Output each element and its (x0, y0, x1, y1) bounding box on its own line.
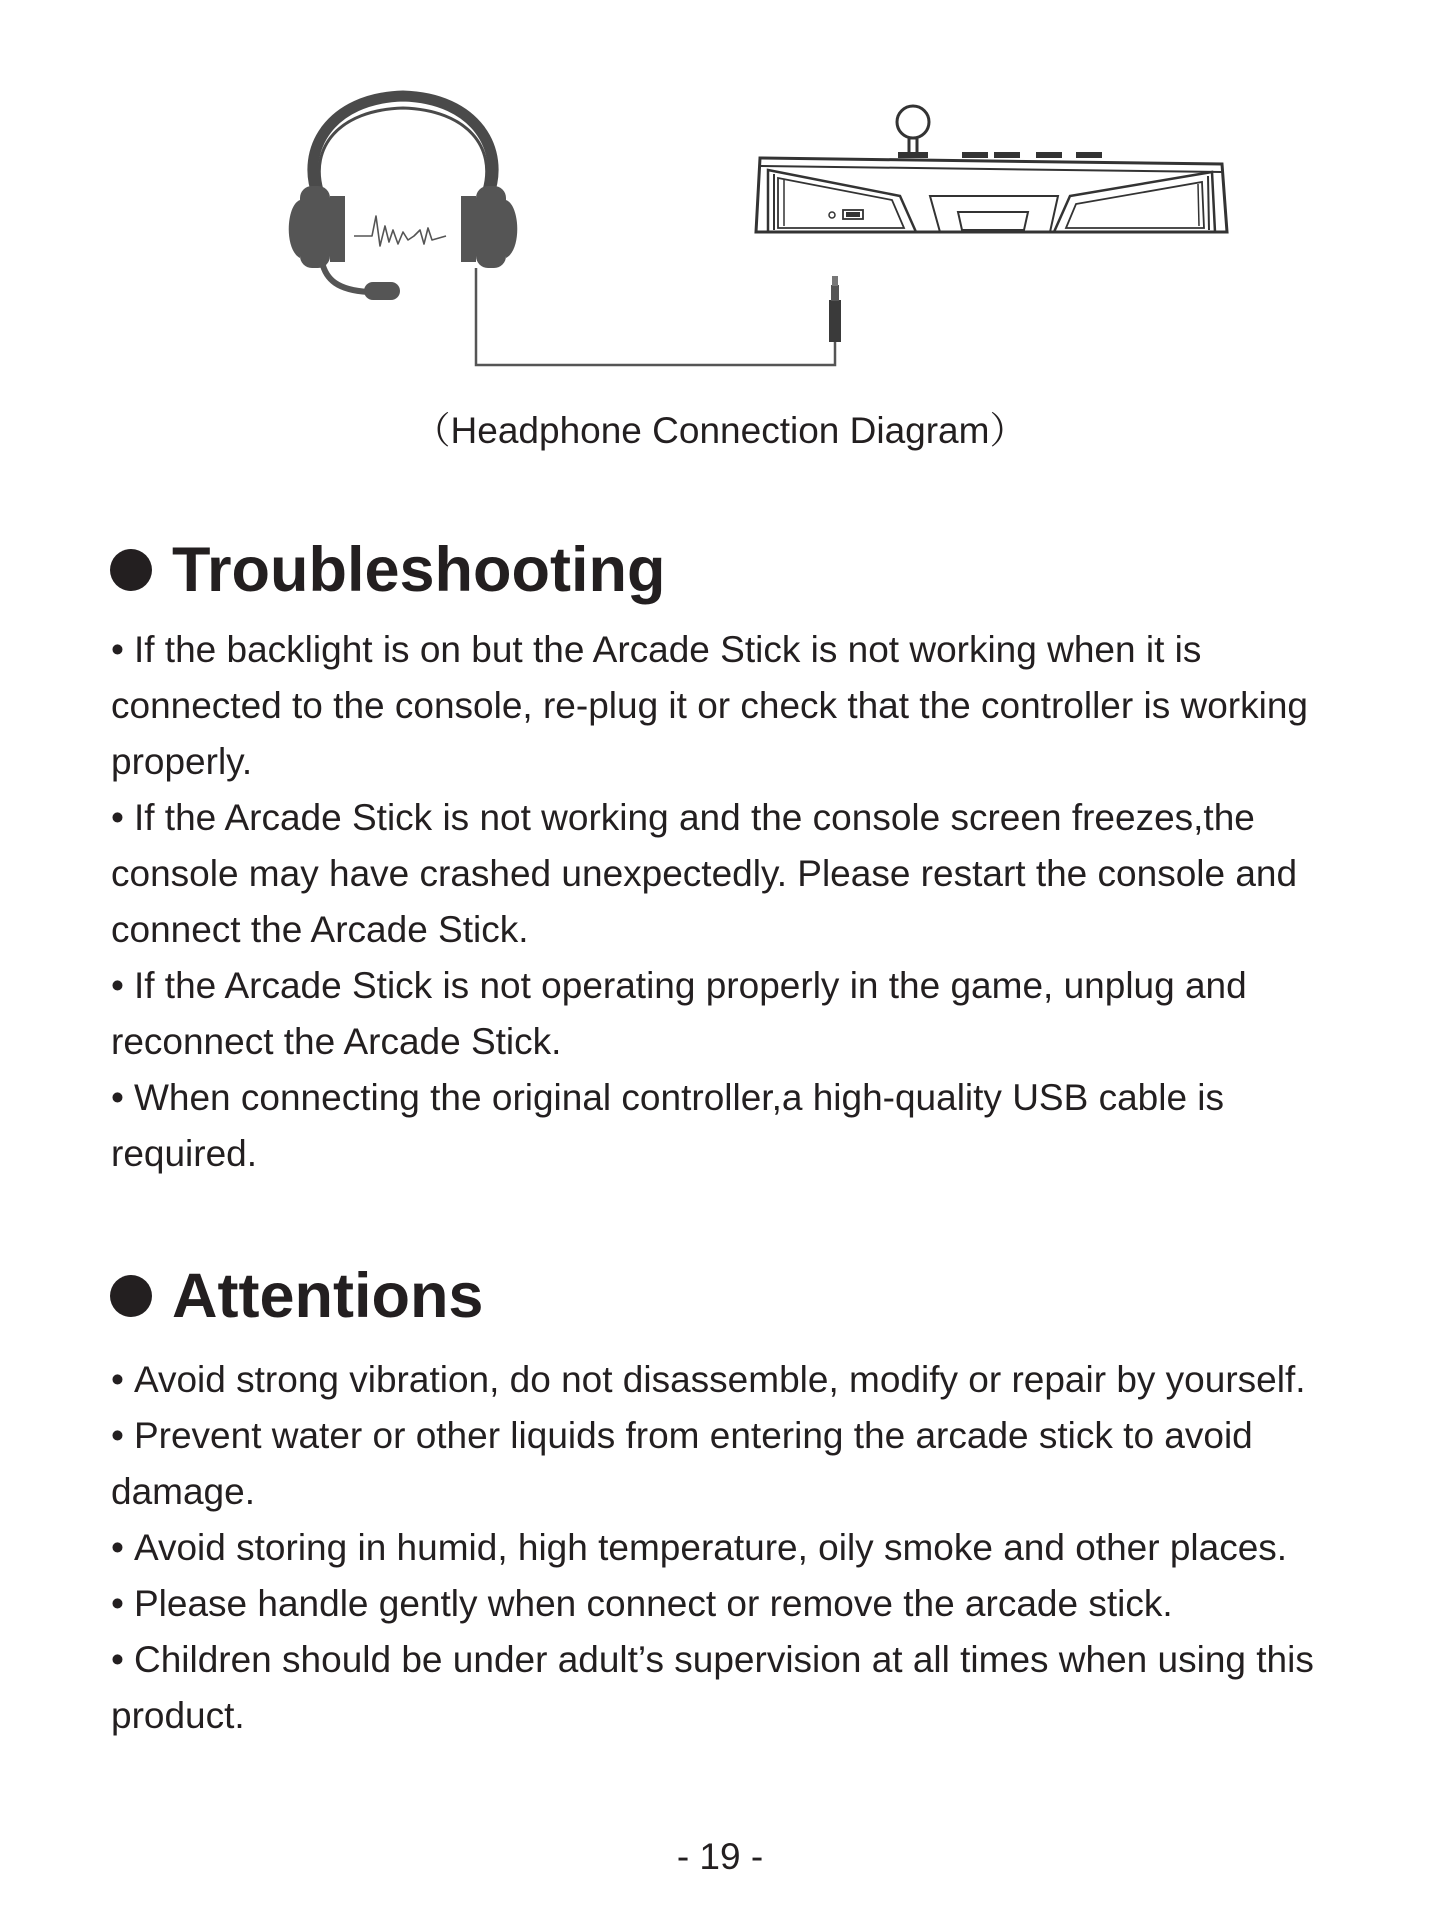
headset-icon (289, 96, 835, 365)
troubleshooting-heading (110, 532, 665, 608)
heading-bullet-icon (110, 549, 152, 591)
attentions-item: • Children should be under adult’s supervision at all times when using this product. (111, 1632, 1351, 1744)
bullet-icon: • (111, 1415, 124, 1456)
bullet-icon: • (111, 1359, 124, 1400)
attentions-item: • Avoid strong vibration, do not disassemble, modify or repair by yourself. (111, 1352, 1351, 1408)
troubleshooting-item: • If the Arcade Stick is not operating properly in the game, unplug and reconnect the Arcade Stick. (111, 958, 1351, 1070)
heading-bullet-icon (110, 1275, 152, 1317)
troubleshooting-heading-text: Troubleshooting (172, 535, 666, 605)
attentions-item: • Please handle gently when connect or remove the arcade stick. (111, 1576, 1351, 1632)
arcade-stick-icon (756, 106, 1227, 232)
bullet-icon: • (111, 1583, 124, 1624)
audio-plug-icon (829, 276, 841, 342)
attentions-heading (110, 1258, 483, 1334)
troubleshooting-list (111, 622, 1351, 1182)
page-number: - 19 - (676, 1836, 764, 1877)
bullet-icon: • (111, 797, 124, 838)
attentions-item: • Avoid storing in humid, high temperature, oily smoke and other places. (111, 1520, 1351, 1576)
attentions-item: • Prevent water or other liquids from entering the arcade stick to avoid damage. (111, 1408, 1351, 1520)
bullet-icon: • (111, 1527, 124, 1568)
headphone-connection-diagram (0, 0, 1440, 470)
bullet-icon: • (111, 1077, 124, 1118)
diagram-caption: （Headphone Connection Diagram） (413, 410, 1027, 451)
bullet-icon: • (111, 629, 124, 670)
troubleshooting-item: • When connecting the original controller,a high-quality USB cable is required. (111, 1070, 1351, 1182)
bullet-icon: • (111, 965, 124, 1006)
attentions-heading-text: Attentions (172, 1261, 484, 1331)
troubleshooting-item: • If the backlight is on but the Arcade Stick is not working when it is connected to the console, re-plug it or check that the controller is working properly. (111, 622, 1351, 790)
bullet-icon: • (111, 1639, 124, 1680)
troubleshooting-item: • If the Arcade Stick is not working and the console screen freezes,the console may have crashed unexpectedly. Please restart the console and connect the Arcade Stick. (111, 790, 1351, 958)
attentions-list (111, 1352, 1351, 1744)
